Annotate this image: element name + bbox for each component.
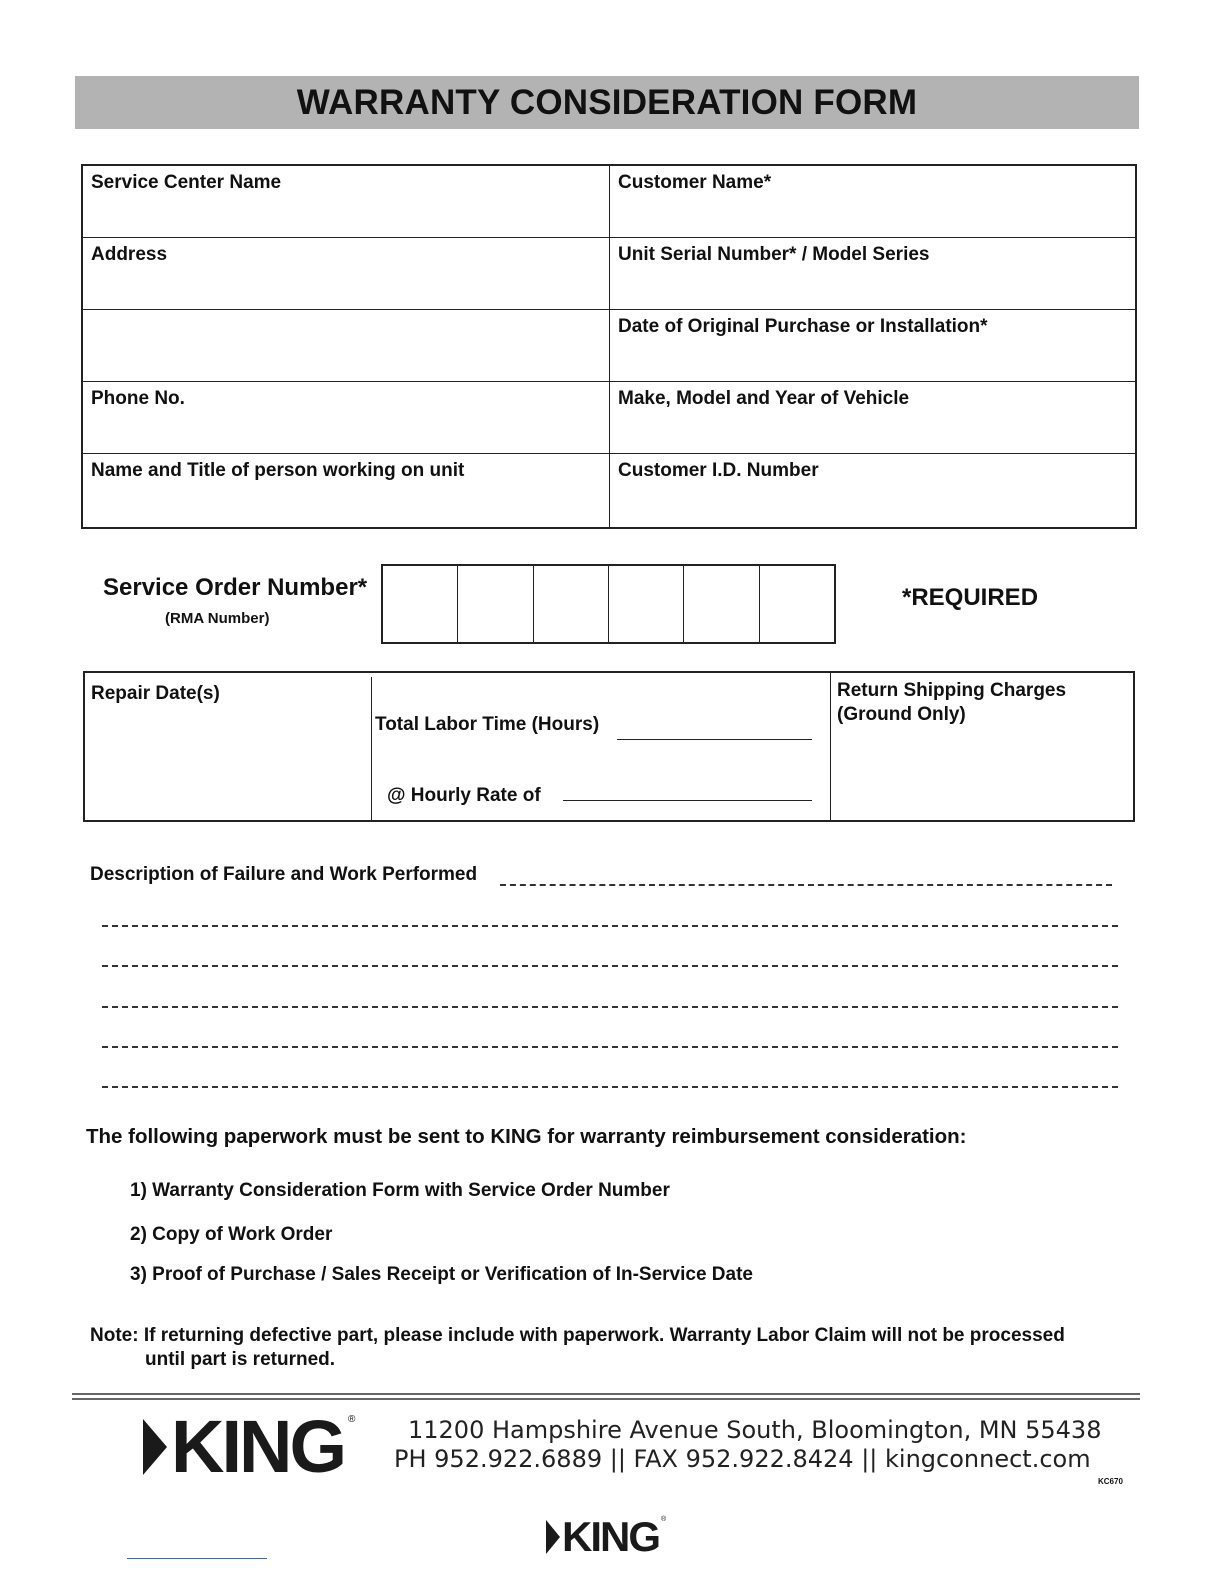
logo-wordmark: KING [171, 1405, 344, 1488]
description-input-line[interactable] [102, 1006, 1118, 1008]
return-shipping-sublabel: (Ground Only) [837, 704, 966, 725]
info-row [83, 381, 1135, 454]
service-order-digit-box[interactable] [458, 566, 533, 642]
service-order-boxes [381, 564, 836, 644]
description-input-line[interactable] [500, 884, 1112, 886]
phone-field[interactable]: Phone No. [83, 382, 610, 454]
repair-dates-field[interactable]: Repair Date(s) [91, 683, 220, 704]
paperwork-item: 3) Proof of Purchase / Sales Receipt or Verification of In-Service Date [130, 1264, 753, 1285]
paperwork-heading: The following paperwork must be sent to KING for warranty reimbursement consideration: [86, 1125, 967, 1148]
return-shipping-field[interactable] [837, 679, 1066, 727]
paperwork-item: 1) Warranty Consideration Form with Service Order Number [130, 1180, 670, 1201]
rma-sublabel: (RMA Number) [165, 610, 270, 627]
king-logo [143, 1405, 356, 1488]
info-row [83, 166, 1135, 238]
divider [371, 677, 372, 820]
king-logo-small [546, 1513, 667, 1560]
customer-id-field[interactable]: Customer I.D. Number [618, 460, 819, 481]
note [90, 1324, 1065, 1372]
logo-wordmark: KING [562, 1513, 659, 1560]
form-code: KC670 [1098, 1477, 1123, 1486]
service-order-label: Service Order Number* [103, 574, 368, 601]
info-row [83, 309, 1135, 382]
hourly-rate-label: @ Hourly Rate of [387, 785, 541, 806]
description-input-line[interactable] [102, 1086, 1118, 1088]
repair-section [83, 671, 1135, 822]
note-line: Note: If returning defective part, please include with paperwork. Warranty Labor Claim will not be processed [90, 1325, 1065, 1346]
footer-rule [72, 1393, 1140, 1395]
technician-field[interactable]: Name and Title of person working on unit [83, 454, 610, 527]
info-grid [81, 164, 1137, 529]
description-input-line[interactable] [102, 1046, 1118, 1048]
service-order-digit-box[interactable] [383, 566, 458, 642]
divider [830, 673, 831, 820]
footer-address: 11200 Hampshire Avenue South, Bloomington, MN 55438 [408, 1416, 1102, 1444]
note-line: until part is returned. [145, 1349, 336, 1370]
description-input-line[interactable] [102, 925, 1118, 927]
purchase-date-field[interactable]: Date of Original Purchase or Installation* [618, 316, 988, 337]
info-row [83, 453, 1135, 527]
play-triangle-icon [143, 1419, 167, 1475]
play-triangle-icon [546, 1520, 560, 1554]
info-row [83, 237, 1135, 310]
service-order-digit-box[interactable] [609, 566, 684, 642]
paperwork-item: 2) Copy of Work Order [130, 1224, 333, 1245]
return-shipping-label: Return Shipping Charges [837, 680, 1067, 701]
footer-contact: PH 952.922.6889 || FAX 952.922.8424 || kingconnect.com [394, 1445, 1091, 1473]
service-order-digit-box[interactable] [760, 566, 834, 642]
labor-time-label: Total Labor Time (Hours) [375, 714, 600, 735]
required-note: *REQUIRED [902, 584, 1039, 611]
address-field[interactable]: Address [83, 238, 610, 310]
description-input-line[interactable] [102, 965, 1118, 967]
unit-serial-field[interactable]: Unit Serial Number* / Model Series [618, 244, 930, 265]
service-center-name-field[interactable]: Service Center Name [83, 166, 610, 238]
service-order-digit-box[interactable] [684, 566, 759, 642]
footer-rule [72, 1398, 1140, 1400]
service-order-digit-box[interactable] [534, 566, 609, 642]
divider [127, 1558, 267, 1559]
registered-mark: ® [661, 1516, 667, 1523]
customer-name-field[interactable]: Customer Name* [618, 172, 772, 193]
labor-time-input-line[interactable] [617, 739, 812, 740]
vehicle-field[interactable]: Make, Model and Year of Vehicle [618, 388, 910, 409]
hourly-rate-input-line[interactable] [563, 800, 812, 801]
address-line2-field[interactable] [83, 310, 610, 382]
description-label: Description of Failure and Work Performed [90, 864, 478, 885]
registered-mark: ® [348, 1414, 356, 1425]
form-title: WARRANTY CONSIDERATION FORM [75, 76, 1139, 129]
